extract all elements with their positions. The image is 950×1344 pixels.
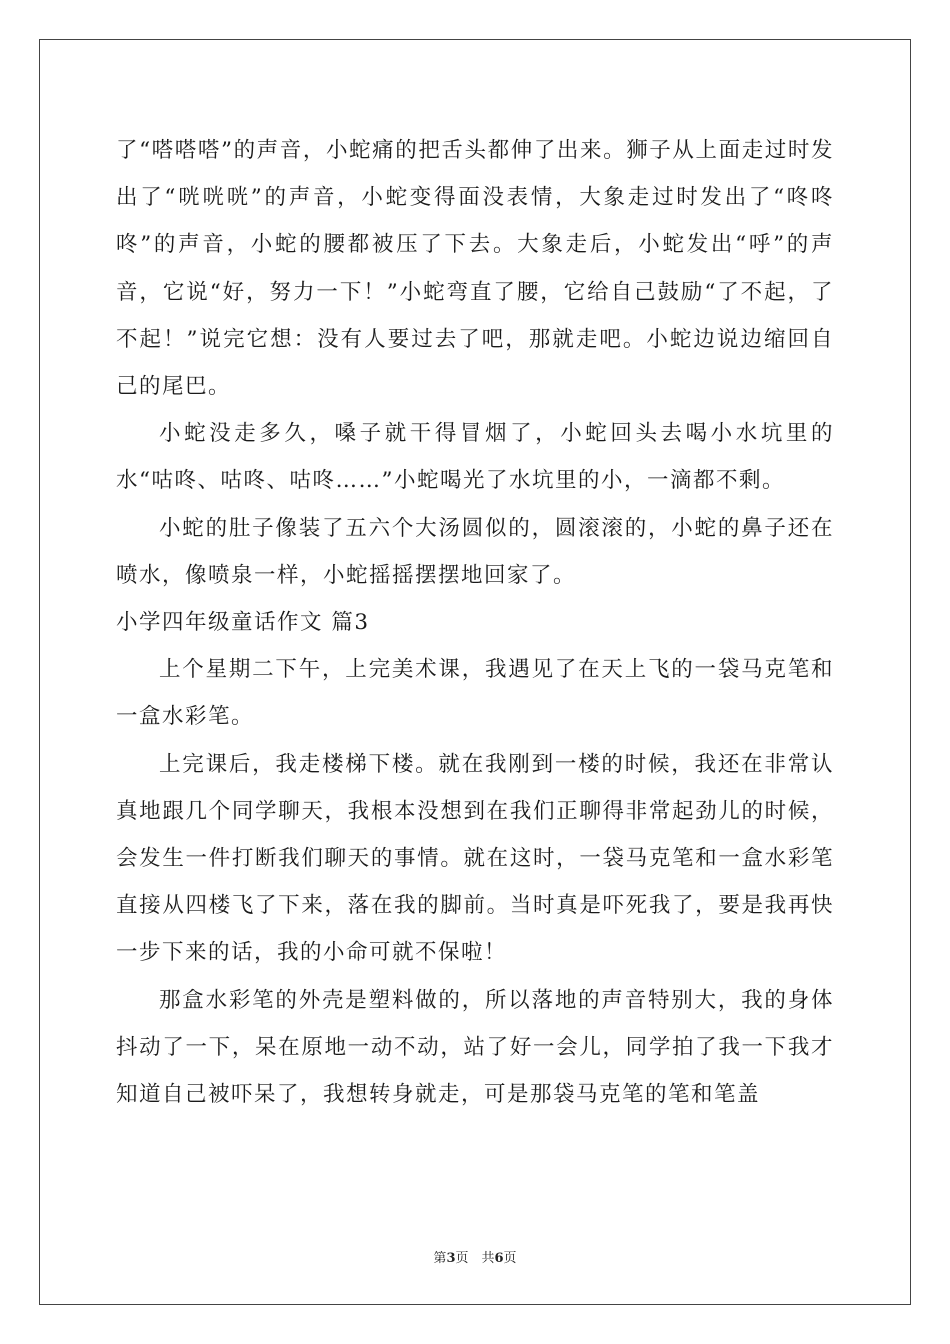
page-suffix: 页 <box>503 1251 517 1266</box>
page-prefix: 第 <box>433 1251 447 1266</box>
page-current: 3 <box>446 1251 456 1266</box>
paragraph-3: 小蛇的肚子像装了五六个大汤圆似的，圆滚滚的，小蛇的鼻子还在喷水，像喷泉一样，小蛇摇摇摆摆地回家了。 <box>116 515 834 588</box>
page-footer <box>0 1247 950 1266</box>
section-heading: 小学四年级童话作文 篇3 <box>116 610 370 636</box>
page-mid: 页 共 <box>455 1251 495 1266</box>
paragraph-5: 上完课后，我走楼梯下楼。就在我刚到一楼的时候，我还在非常认真地跟几个同学聊天，我根本没想到在我们正聊得非常起劲儿的时候，会发生一件打断我们聊天的事情。就在这时，一袋马克笔和一盒水彩笔直接从四楼飞了下来，落在我的脚前。当时真是吓死我了，要是我再快一步下来的话，我的小命可就不保啦！ <box>116 751 834 966</box>
page-total: 6 <box>494 1251 504 1266</box>
paragraph-6: 那盒水彩笔的外壳是塑料做的，所以落地的声音特别大，我的身体抖动了一下，呆在原地一动不动，站了好一会儿，同学拍了我一下我才知道自己被吓呆了，我想转身就走，可是那袋马克笔的笔和笔盖 <box>116 987 834 1108</box>
document-body <box>116 127 834 1118</box>
paragraph-2: 小蛇没走多久，嗓子就干得冒烟了，小蛇回头去喝小水坑里的水“咕咚、咕咚、咕咚……”小蛇喝光了水坑里的小，一滴都不剩。 <box>116 421 834 494</box>
paragraph-4: 上个星期二下午，上完美术课，我遇见了在天上飞的一袋马克笔和一盒水彩笔。 <box>116 657 834 730</box>
paragraph-1: 了“嗒嗒嗒”的声音，小蛇痛的把舌头都伸了出来。狮子从上面走过时发出了“咣咣咣”的声音，小蛇变得面没表情，大象走过时发出了“咚咚咚”的声音，小蛇的腰都被压了下去。大象走后，小蛇发出“呼”的声音，它说“好，努力一下！”小蛇弯直了腰，它给自己鼓励“了不起，了不起！”说完它想：没有人要过去了吧，那就走吧。小蛇边说边缩回自己的尾巴。 <box>116 138 834 400</box>
